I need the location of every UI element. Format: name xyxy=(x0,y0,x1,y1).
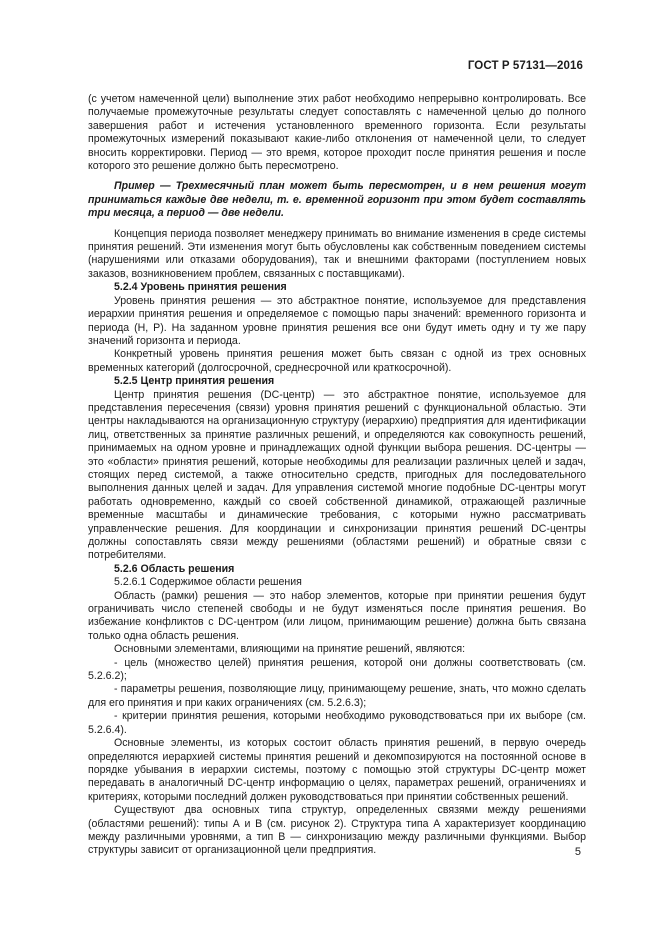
section-heading-5-2-6: 5.2.6 Область решения xyxy=(114,562,235,575)
page-number: 5 xyxy=(574,846,581,858)
paragraph: Область (рамки) решения — это набор элементов, которые при принятии решения будут ограничивать число степеней свободы и не будут изменяться после принятия решения. Во избежание конфликтов с DC-центром (или лицом, принимающим решение) должна быть связана только одна область решения. xyxy=(88,589,586,642)
list-item: - критерии принятия решения, которыми необходимо руководствоваться при их выборе (см. 5.2.6.4). xyxy=(88,710,586,736)
paragraph: Существуют два основных типа структур, определенных связями между решениями (областями решений): типы А и В (см. рисунок 2). Структура типа А характеризует координацию между различными уровнями, а тип В — синхронизацию между различными функциями. Выбор структуры зависит от организационной цели предприятия. xyxy=(88,804,586,857)
paragraph: Основные элементы, из которых состоит область принятия решений, в первую очередь определяются иерархией системы принятия решений и декомпозируются на постоянной основе в порядке убывания в иерархии системы, поэтому с помощью этой структуры DC-центр может передавать в аналогичный DC-центр информацию о целях, параметрах решений, ограничениях и критериях, которыми последний должен руководствоваться при принятии собственных решений. xyxy=(88,737,586,803)
document-header: ГОСТ Р 57131—2016 xyxy=(467,60,583,72)
list-item: - цель (множество целей) принятия решения, которой они должны соответствовать (см. 5.2.6.2); xyxy=(88,656,586,683)
paragraph: Центр принятия решения (DC-центр) — это абстрактное понятие, используемое для представления пересечения (связи) уровня принятия решений с функциональной областью. Эти центры накладываются на организационную структуру (иерархию) предприятия для идентификации лиц, ответственных за принятие различных решений, и определяются как совокупность решений, принимаемых на одном уровне и принадлежащих одной функции выбора решения. DC-центры — это «области» принятия решений, которые необходимы для реализации различных целей и задач, стоящих перед системой, а также относительно средств, пригодных для последовательного выполнения данных целей и задач. Для управления системой многие подобные DC-центры могут работать одновременно, каждый со своей собственной динамикой, отражающей различные временные масштабы и динамические требования, с которыми нужно рассматривать управленческие решения. Для координации и синхронизации принятия решений DC-центры должны сопоставлять связи между решениями (областями решений) и обратные связи с потребителями. xyxy=(88,388,586,562)
paragraph: Концепция периода позволяет менеджеру принимать во внимание изменения в среде системы принятия решений. Эти изменения могут быть обусловлены как собственным поведением системы (нарушениями или отказами оборудования), так и внешними факторами (поступлением новых заказов, возникновением проблем, связанных с поставщиками). xyxy=(88,227,586,280)
paragraph: Основными элементами, влияющими на принятие решений, являются: xyxy=(114,643,466,656)
paragraph: Конкретный уровень принятия решения может быть связан с одной из трех основных временных категорий (долгосрочной, среднесрочной или краткосрочной). xyxy=(88,348,586,374)
document-body xyxy=(88,93,586,858)
section-heading-5-2-5: 5.2.5 Центр принятия решения xyxy=(114,375,275,388)
section-heading-5-2-4: 5.2.4 Уровень принятия решения xyxy=(114,281,287,294)
paragraph: (с учетом намеченной цели) выполнение этих работ необходимо непрерывно контролировать. Все получаемые промежуточные результаты следует сопоставлять с намеченной целью до полного завершения работ и истечения установленного временного горизонта. Если результаты промежуточных измерений показывают какие-либо отклонения от намеченной цели, то следует вносить корректировки. Период — это время, которое проходит после принятия решения и после которого это решение должно быть пересмотрено. xyxy=(88,93,586,173)
example-note: Пример — Трехмесячный план может быть пересмотрен, и в нем решения могут приниматься каждые две недели, т. е. временной горизонт при этом будет составлять три месяца, а период — две недели. xyxy=(88,180,586,220)
list-item: - параметры решения, позволяющие лицу, принимающему решение, знать, что можно сделать для его принятия и при каких ограничениях (см. 5.2.6.3); xyxy=(88,683,586,709)
paragraph: Уровень принятия решения — это абстрактное понятие, используемое для представления иерархии принятия решения и определяемое с помощью пары значений: временного горизонта и периода (H, P). На заданном уровне принятия решения все они будут иметь одну и ту же пару значений горизонта и периода. xyxy=(88,294,586,347)
subsection-heading-5-2-6-1: 5.2.6.1 Содержимое области решения xyxy=(114,576,302,589)
